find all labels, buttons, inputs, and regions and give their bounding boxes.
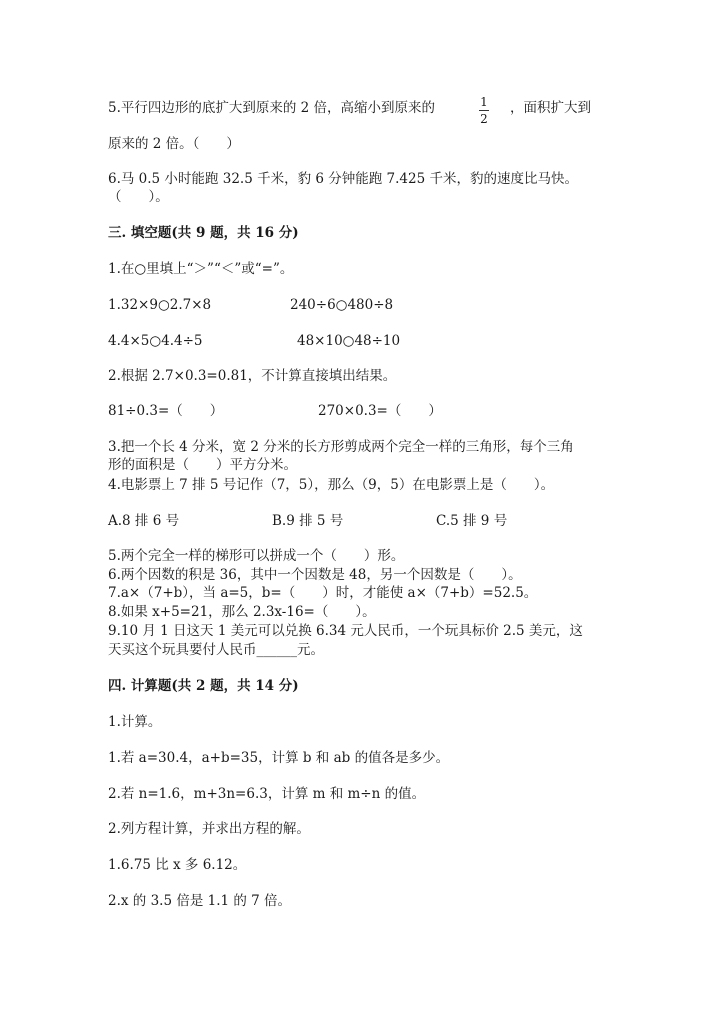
fraction-numerator: 1 bbox=[480, 95, 488, 109]
fill-q1-d: 48×10○48÷10 bbox=[297, 333, 401, 349]
fill-q1: 1.在○里填上“＞”“＜”或“=”。 bbox=[108, 261, 294, 277]
calc-q1-a: 1.若 a=30.4，a+b=35，计算 b 和 ab 的值各是多少。 bbox=[108, 750, 450, 766]
fill-q6: 6.两个因数的积是 36，其中一个因数是 48，另一个因数是（ ）。 bbox=[108, 567, 522, 583]
section-4-title: 四. 计算题(共 2 题，共 14 分) bbox=[108, 678, 299, 694]
calc-q1: 1.计算。 bbox=[108, 714, 162, 730]
fill-q4-option-a: A.8 排 6 号 bbox=[108, 513, 180, 529]
fill-q4-option-b: B.9 排 5 号 bbox=[272, 513, 344, 529]
calc-q2-b: 2.x 的 3.5 倍是 1.1 的 7 倍。 bbox=[108, 893, 292, 909]
fill-q5: 5.两个完全一样的梯形可以拼成一个（ ）形。 bbox=[108, 548, 405, 564]
calc-q2: 2.列方程计算，并求出方程的解。 bbox=[108, 821, 310, 837]
question-5-line-2: 原来的 2 倍。（ ） bbox=[108, 136, 240, 152]
fill-q9-line-2: 天买这个玩具要付人民币______元。 bbox=[108, 642, 324, 658]
fill-q7: 7.a×（7+b），当 a=5，b=（ ）时，才能使 a×（7+b）=52.5。 bbox=[108, 585, 538, 601]
fill-q4: 4.电影票上 7 排 5 号记作（7，5），那么（9，5）在电影票上是（ ）。 bbox=[108, 477, 555, 493]
fill-q1-b: 240÷6○480÷8 bbox=[290, 297, 394, 313]
fill-q1-a: 1.32×9○2.7×8 bbox=[108, 297, 212, 313]
fill-q2-b: 270×0.3=（ ） bbox=[318, 403, 442, 419]
fill-q9-line-1: 9.10 月 1 日这天 1 美元可以兑换 6.34 元人民币，一个玩具标价 2.5 美元，这 bbox=[108, 623, 583, 639]
fill-q3-line-1: 3.把一个长 4 分米，宽 2 分米的长方形剪成两个完全一样的三角形，每个三角 bbox=[108, 439, 574, 455]
fill-q2-a: 81÷0.3=（ ） bbox=[108, 403, 224, 419]
question-6-line-1: 6.马 0.5 小时能跑 32.5 千米，豹 6 分钟能跑 7.425 千米，豹的速度比马快。 bbox=[108, 171, 578, 187]
question-5-text-b: ，面积扩大到 bbox=[510, 100, 591, 116]
question-6-line-2: （ ）。 bbox=[108, 189, 169, 205]
calc-q1-b: 2.若 n=1.6，m+3n=6.3，计算 m 和 m÷n 的值。 bbox=[108, 786, 426, 802]
calc-q2-a: 1.6.75 比 x 多 6.12。 bbox=[108, 857, 247, 873]
fill-q3-line-2: 形的面积是（ ）平方分米。 bbox=[108, 457, 297, 473]
section-3-title: 三. 填空题(共 9 题，共 16 分) bbox=[108, 225, 299, 241]
fill-q2: 2.根据 2.7×0.3=0.81，不计算直接填出结果。 bbox=[108, 368, 397, 384]
fraction-bar bbox=[479, 110, 489, 111]
fill-q4-option-c: C.5 排 9 号 bbox=[436, 513, 508, 529]
question-5-text-a: 5.平行四边形的底扩大到原来的 2 倍，高缩小到原来的 bbox=[108, 100, 436, 116]
fill-q1-c: 4.4×5○4.4÷5 bbox=[108, 333, 203, 349]
fraction-one-half bbox=[476, 95, 492, 126]
fraction-denominator: 2 bbox=[480, 112, 488, 126]
fill-q8: 8.如果 x+5=21，那么 2.3x-16=（ ）。 bbox=[108, 604, 376, 620]
